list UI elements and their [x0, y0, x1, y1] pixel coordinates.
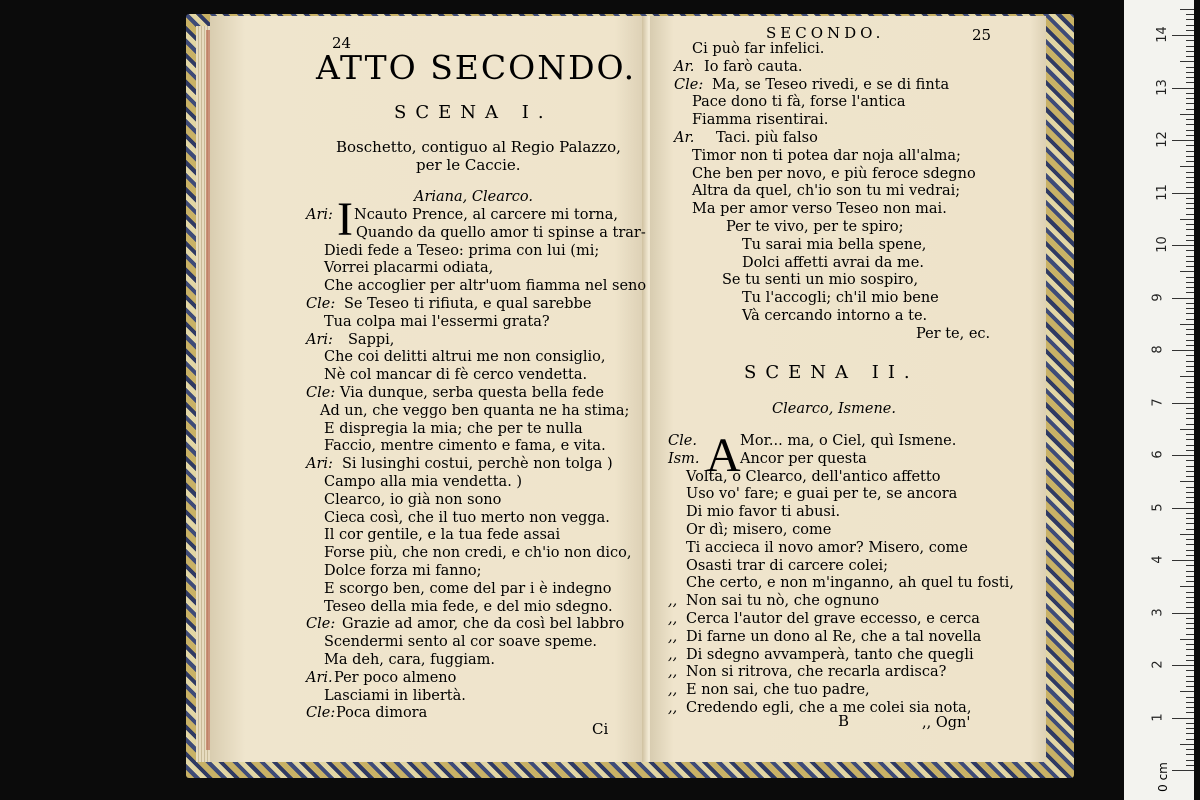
ruler-label: 8: [1150, 345, 1166, 354]
speaker-label: Ari:: [306, 331, 333, 348]
verse-line: Ma deh, cara, fuggiam.: [324, 652, 495, 668]
ruler-tick: [1186, 697, 1194, 698]
ruler-tick: [1186, 649, 1194, 650]
ruler-label: 3: [1150, 607, 1166, 617]
verse-line: Che accoglier per altr'uom fiamma nel seno: [324, 278, 647, 295]
ruler-label: 6: [1150, 450, 1166, 459]
speaker-label: Cle:: [306, 296, 336, 312]
ruler-tick: [1186, 623, 1194, 624]
ruler-tick: [1186, 723, 1194, 724]
ruler-tick: [1186, 313, 1194, 314]
ruler-tick: [1186, 555, 1194, 556]
ruler-tick: [1186, 712, 1194, 713]
verse-line: Per te, ec.: [916, 325, 991, 342]
ruler-tick: [1172, 665, 1194, 666]
ruler-tick: [1186, 597, 1194, 598]
verse-line: Ancor per questa: [740, 450, 867, 467]
verse-line: Grazie ad amor, che da così bel labbro: [342, 616, 625, 633]
ruler-tick: [1186, 161, 1194, 162]
left-page-number: 24: [332, 34, 352, 52]
ruler-tick: [1180, 114, 1194, 115]
ruler-tick: [1186, 607, 1194, 608]
ruler-tick: [1186, 644, 1194, 645]
verse-line: Timor non ti potea dar noja all'alma;: [692, 147, 961, 164]
ruler-tick: [1186, 224, 1194, 225]
ruler-label: 13: [1154, 78, 1170, 96]
verse-line: E dispregia la mia; che per te nulla: [324, 420, 583, 437]
verse-line: Tu l'accogli; ch'il mio bene: [742, 290, 939, 307]
right-page-number: 25: [972, 26, 992, 44]
ruler-tick: [1180, 481, 1194, 482]
ruler-tick: [1186, 72, 1194, 73]
ruler-tick: [1186, 550, 1194, 551]
ruler-tick: [1186, 46, 1194, 47]
ruler-tick: [1180, 376, 1194, 377]
ruler-label: 1: [1150, 712, 1166, 722]
ruler-tick: [1186, 19, 1194, 20]
ruler-tick: [1186, 387, 1194, 388]
ruler-label: 2: [1150, 660, 1166, 669]
ruler-tick: [1186, 518, 1194, 519]
ruler-label: 7: [1150, 397, 1166, 407]
verse-line: Uso vo' fare; e guai per te, se ancora: [686, 486, 958, 503]
verse-line: Ad un, che veggo ben quanta ne ha stima;: [320, 402, 630, 419]
ruler-tick: [1186, 408, 1194, 409]
ruler-tick: [1180, 639, 1194, 640]
speaker-label: ,,: [668, 664, 678, 681]
verse-line: Or dì; misero, come: [686, 522, 832, 538]
ruler-tick: [1180, 166, 1194, 167]
speaker-label: Ar.: [674, 58, 695, 75]
ruler-tick: [1186, 130, 1194, 131]
speaker-label: Cle:: [674, 76, 704, 93]
ruler-tick: [1186, 203, 1194, 204]
ruler-tick: [1186, 261, 1194, 262]
ruler-tick: [1186, 77, 1194, 78]
drop-cap-a: A: [706, 429, 741, 482]
ruler-tick: [1172, 35, 1194, 36]
characters-scene-1: Ariana, Clearco.: [414, 189, 533, 205]
verse-line: Ci può far infelici.: [692, 41, 825, 57]
ruler-tick: [1186, 581, 1194, 582]
ruler-tick: [1186, 361, 1194, 362]
verse-line: Fiamma risentirai.: [692, 112, 829, 129]
speaker-label: Ar.: [674, 130, 695, 146]
speaker-label: ,,: [668, 682, 678, 699]
characters-scene-2: Clearco, Ismene.: [772, 401, 896, 417]
ruler-tick: [1186, 124, 1194, 125]
ruler-tick: [1186, 56, 1194, 57]
ruler-label: 14: [1154, 26, 1170, 43]
verse-line: Per te vivo, per te spiro;: [726, 219, 904, 235]
ruler-tick: [1186, 340, 1194, 341]
ruler-tick: [1172, 350, 1194, 351]
verse-line: Scendermi sento al cor soave speme.: [324, 634, 598, 651]
drop-cap-i: I: [337, 193, 353, 246]
ruler-tick: [1186, 539, 1194, 540]
scene-heading-1: SCENA I.: [394, 102, 553, 123]
ruler-tick: [1186, 702, 1194, 703]
verse-line: Che ben per novo, e più feroce sdegno: [692, 165, 976, 182]
ruler-tick: [1172, 298, 1194, 299]
ruler-tick: [1186, 676, 1194, 677]
ruler-tick: [1186, 382, 1194, 383]
speaker-label: Cle:: [306, 385, 336, 401]
ruler-tick: [1186, 250, 1194, 251]
speaker-label: Cle:: [306, 705, 336, 722]
ruler-tick: [1186, 760, 1194, 761]
ruler-tick: [1186, 151, 1194, 152]
ruler-tick: [1186, 424, 1194, 425]
ruler-tick: [1172, 403, 1194, 404]
verse-line: Non sai tu nò, che ognuno: [686, 593, 880, 610]
verse-line: Ncauto Prence, al carcere mi torna,: [354, 207, 618, 223]
ruler-tick: [1186, 418, 1194, 419]
verse-line: Per poco almeno: [334, 669, 457, 686]
ruler-tick: [1186, 655, 1194, 656]
verse-line: Diedi fede a Teseo: prima con lui (mi;: [324, 242, 600, 259]
verse-line: E non sai, che tuo padre,: [686, 682, 870, 699]
ruler-tick: [1186, 502, 1194, 503]
verse-line: Di sdegno avvamperà, tanto che quegli: [686, 646, 974, 663]
speaker-label: ,,: [668, 646, 678, 663]
ruler-tick: [1180, 586, 1194, 587]
ruler-tick: [1186, 292, 1194, 293]
speaker-label: ,,: [668, 611, 678, 627]
verse-line: Ti accieca il novo amor? Misero, come: [686, 539, 968, 556]
verse-line: Credendo egli, che a me colei sia nota,: [686, 700, 972, 716]
ruler-tick: [1186, 450, 1194, 451]
ruler-tick: [1186, 229, 1194, 230]
ruler-tick: [1186, 30, 1194, 31]
ruler-tick: [1172, 88, 1194, 89]
verse-line: Io farò cauta.: [704, 58, 803, 75]
ruler-tick: [1186, 266, 1194, 267]
verse-line: Forse più, che non credi, e ch'io non dico,: [324, 545, 632, 562]
ruler-tick: [1186, 618, 1194, 619]
ruler-tick: [1186, 25, 1194, 26]
ruler-tick: [1186, 660, 1194, 661]
ruler-tick: [1186, 466, 1194, 467]
ruler-tick: [1186, 513, 1194, 514]
ruler-tick: [1180, 9, 1194, 10]
act-title: ATTO SECONDO.: [316, 48, 637, 87]
verse-line: Tu sarai mia bella spene,: [742, 236, 927, 253]
ruler-tick: [1186, 82, 1194, 83]
setting-line-1: Boschetto, contiguo al Regio Palazzo,: [336, 138, 621, 156]
left-catchword: Ci: [592, 720, 609, 738]
signature-mark: B: [838, 712, 850, 730]
ruler-tick: [1186, 571, 1194, 572]
verse-line: Di farne un dono al Re, che a tal novella: [686, 628, 982, 645]
verse-line: Pace dono ti fà, forse l'antica: [692, 94, 906, 111]
ruler-tick: [1186, 240, 1194, 241]
ruler-tick: [1180, 271, 1194, 272]
ruler-tick: [1186, 119, 1194, 120]
ruler-label: 5: [1150, 502, 1166, 512]
verse-line: Cerca l'autor del grave eccesso, e cerca: [686, 611, 980, 627]
verse-line: Che coi delitti altrui me non consiglio,: [324, 349, 606, 366]
ruler-tick: [1186, 728, 1194, 729]
speaker-label: ,,: [668, 593, 678, 610]
running-head: SECONDO.: [766, 24, 885, 42]
measurement-ruler: [1124, 0, 1194, 800]
verse-line: Quando da quello amor ti spinse a trar-: [356, 224, 646, 241]
ruler-tick: [1186, 670, 1194, 671]
ruler-tick: [1180, 219, 1194, 220]
ruler-tick: [1186, 145, 1194, 146]
ruler-tick: [1186, 172, 1194, 173]
verse-line: Non si ritrova, che recarla ardisca?: [686, 664, 947, 681]
verse-line: Se tu senti un mio sospiro,: [722, 272, 919, 289]
ruler-label: 9: [1150, 292, 1166, 302]
ruler-tick: [1186, 602, 1194, 603]
verse-line: Mor... ma, o Ciel, quì Ismene.: [740, 433, 957, 449]
verse-line: Cieca così, che il tuo merto non vegga.: [324, 509, 610, 526]
ruler-tick: [1172, 455, 1194, 456]
ruler-tick: [1186, 754, 1194, 755]
ruler-tick: [1186, 208, 1194, 209]
ruler-tick: [1186, 319, 1194, 320]
ruler-tick: [1180, 324, 1194, 325]
speaker-label: ,,: [668, 700, 678, 716]
ruler-label: 4: [1150, 555, 1166, 564]
ruler-tick: [1186, 198, 1194, 199]
ruler-tick: [1186, 628, 1194, 629]
ruler-tick: [1186, 287, 1194, 288]
verse-line: Faccio, mentre cimento e fama, e vita.: [324, 438, 606, 455]
verse-line: Se Teseo ti rifiuta, e qual sarebbe: [344, 296, 592, 312]
ruler-tick: [1186, 329, 1194, 330]
ruler-tick: [1186, 476, 1194, 477]
verse-line: Si lusinghi costui, perchè non tolga ): [342, 456, 613, 473]
ruler-tick: [1186, 135, 1194, 136]
ruler-tick: [1186, 334, 1194, 335]
speaker-label: Cle:: [306, 616, 336, 633]
verse-line: Osasti trar di carcere colei;: [686, 557, 889, 574]
ruler-label: 10: [1154, 236, 1170, 253]
verse-line: Altra da quel, ch'io son tu mi vedrai;: [692, 183, 961, 200]
ruler-tick: [1186, 634, 1194, 635]
ruler-tick: [1186, 487, 1194, 488]
ruler-tick: [1186, 544, 1194, 545]
ruler-tick: [1186, 235, 1194, 236]
ruler-tick: [1172, 718, 1194, 719]
ruler-tick: [1186, 156, 1194, 157]
verse-line: Vorrei placarmi odiata,: [324, 260, 494, 277]
ruler-tick: [1172, 245, 1194, 246]
verse-line: Clearco, io già non sono: [324, 491, 502, 508]
verse-line: Poca dimora: [336, 705, 428, 722]
verse-line: Che certo, e non m'inganno, ah quel tu fosti,: [686, 575, 1014, 592]
ruler-tick: [1186, 576, 1194, 577]
speaker-label: Ism.: [668, 450, 700, 467]
ruler-tick: [1180, 691, 1194, 692]
speaker-label: Cle.: [668, 433, 697, 449]
ruler-tick: [1186, 681, 1194, 682]
verse-line: Sappi,: [348, 331, 395, 348]
speaker-label: Ari:: [306, 207, 333, 223]
speaker-label: Ari:: [306, 456, 333, 473]
ruler-tick: [1180, 744, 1194, 745]
verse-line: Dolce forza mi fanno;: [324, 563, 482, 579]
ruler-tick: [1186, 182, 1194, 183]
ruler-tick: [1180, 61, 1194, 62]
ruler-unit: 0 cm: [1155, 762, 1170, 792]
ruler-tick: [1186, 177, 1194, 178]
verse-line: Campo alla mia vendetta. ): [324, 474, 523, 490]
verse-line: Ma, se Teseo rivedi, e se di finta: [712, 76, 950, 93]
ruler-tick: [1186, 103, 1194, 104]
ruler-label: 11: [1154, 183, 1170, 201]
ruler-tick: [1186, 523, 1194, 524]
verse-line: Di mio favor ti abusi.: [686, 504, 841, 521]
ruler-tick: [1186, 497, 1194, 498]
verse-line: Volta, o Clearco, dell'antico affetto: [686, 468, 941, 485]
ruler-tick: [1172, 613, 1194, 614]
ruler-label: 12: [1154, 131, 1170, 148]
ruler-tick: [1186, 739, 1194, 740]
ruler-tick: [1186, 355, 1194, 356]
ruler-tick: [1172, 140, 1194, 141]
ruler-tick: [1186, 51, 1194, 52]
ruler-tick: [1186, 413, 1194, 414]
verse-line: Nè col mancar di fè cerco vendetta.: [324, 367, 588, 384]
ruler-tick: [1186, 109, 1194, 110]
ruler-tick: [1186, 445, 1194, 446]
ruler-tick: [1180, 429, 1194, 430]
ruler-tick: [1186, 214, 1194, 215]
ruler-tick: [1186, 707, 1194, 708]
ruler-tick: [1186, 471, 1194, 472]
ruler-tick: [1186, 565, 1194, 566]
ruler-tick: [1186, 749, 1194, 750]
ruler-tick: [1186, 460, 1194, 461]
ruler-tick: [1186, 439, 1194, 440]
ruler-tick: [1186, 187, 1194, 188]
verse-line: Lasciami in libertà.: [324, 687, 466, 704]
verse-line: Tua colpa mai l'essermi grata?: [324, 313, 550, 330]
verse-line: Và cercando intorno a te.: [742, 308, 928, 324]
ruler-tick: [1186, 371, 1194, 372]
speaker-label: ,,: [668, 628, 678, 645]
verse-line: Taci. più falso: [716, 130, 818, 146]
ruler-tick: [1186, 529, 1194, 530]
verse-line: Dolci affetti avrai da me.: [742, 254, 924, 271]
ruler-tick: [1186, 67, 1194, 68]
ruler-tick: [1186, 392, 1194, 393]
ruler-tick: [1186, 40, 1194, 41]
ruler-tick: [1186, 345, 1194, 346]
ruler-tick: [1172, 193, 1194, 194]
ruler-tick: [1180, 534, 1194, 535]
ruler-tick: [1186, 492, 1194, 493]
scene-heading-2: SCENA II.: [744, 362, 919, 383]
setting-line-2: per le Caccie.: [416, 156, 521, 174]
verse-line: Teseo della mia fede, e del mio sdegno.: [324, 598, 613, 615]
ruler-tick: [1186, 765, 1194, 766]
verse-line: Ma per amor verso Teseo non mai.: [692, 201, 947, 218]
ruler-tick: [1186, 98, 1194, 99]
ruler-tick: [1172, 508, 1194, 509]
ruler-tick: [1186, 733, 1194, 734]
ruler-tick: [1186, 277, 1194, 278]
ruler-tick: [1172, 770, 1194, 771]
ruler-tick: [1186, 14, 1194, 15]
verse-line: E scorgo ben, come del par i è indegno: [324, 580, 612, 597]
verse-line: Il cor gentile, e la tua fede assai: [324, 527, 561, 544]
ruler-tick: [1186, 282, 1194, 283]
ruler-tick: [1186, 434, 1194, 435]
verse-line: Via dunque, serba questa bella fede: [340, 385, 604, 401]
ruler-tick: [1186, 308, 1194, 309]
ruler-tick: [1186, 303, 1194, 304]
ruler-tick: [1172, 560, 1194, 561]
ruler-tick: [1186, 397, 1194, 398]
ruler-tick: [1186, 366, 1194, 367]
ruler-tick: [1186, 93, 1194, 94]
right-catchword: ,, Ogn': [922, 715, 971, 731]
ruler-tick: [1186, 592, 1194, 593]
speaker-label: Ari.: [306, 669, 333, 686]
ruler-tick: [1186, 686, 1194, 687]
ruler-tick: [1186, 256, 1194, 257]
